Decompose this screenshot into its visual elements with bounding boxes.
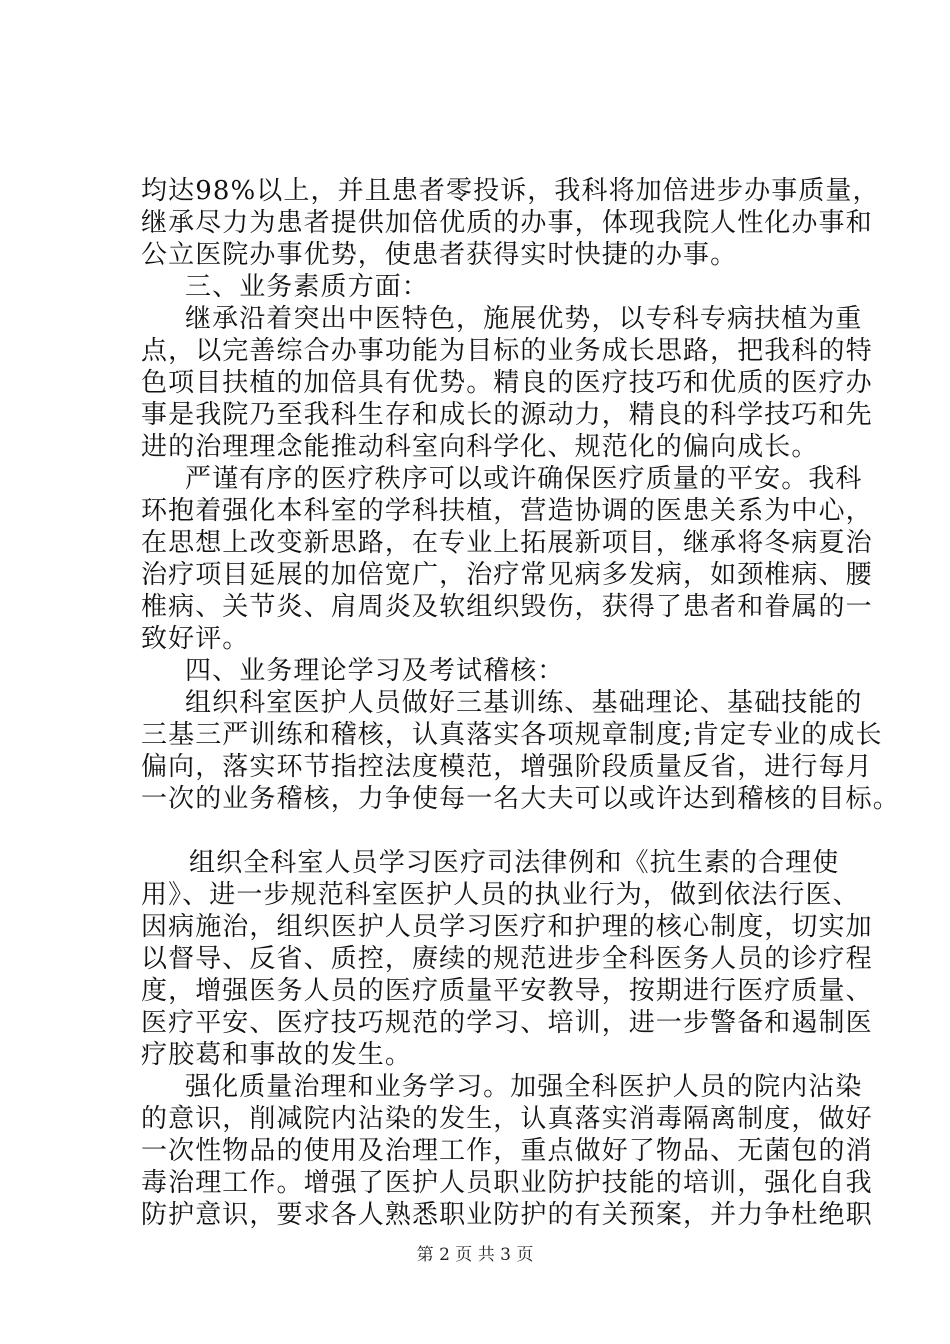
text-line: 均达98%以上，并且患者零投诉，我科将加倍进步办事质量， bbox=[141, 176, 880, 206]
text-line: 治疗项目延展的加倍宽广，治疗常见病多发病，如颈椎病、腰 bbox=[141, 560, 873, 590]
text-line: 强化质量治理和业务学习。加强全科医护人员的院内沾染 bbox=[185, 1072, 863, 1102]
document-body bbox=[141, 175, 900, 1231]
text-line: 疗胶葛和事故的发生。 bbox=[141, 1040, 413, 1070]
page-footer bbox=[0, 1244, 950, 1266]
text-line: 毒治理工作。增强了医护人员职业防护技能的培训，强化自我 bbox=[141, 1168, 873, 1198]
page-number-label: 第 2 页 共 3 页 bbox=[416, 1245, 534, 1265]
text-line: 用》、进一步规范科室医护人员的执业行为，做到依法行医、 bbox=[141, 880, 860, 910]
text-line: 继承沿着突出中医特色，施展优势，以专科专病扶植为重 bbox=[185, 304, 863, 334]
text-line: 的意识，削减院内沾染的发生，认真落实消毒隔离制度，做好 bbox=[141, 1104, 873, 1134]
text-line: 严谨有序的医疗秩序可以或许确保医疗质量的平安。我科 bbox=[185, 464, 863, 494]
text-line: 组织科室医护人员做好三基训练、基础理论、基础技能的 bbox=[185, 688, 863, 718]
text-line: 一次的业务稽核，力争使每一名大夫可以或许达到稽核的目标。 bbox=[141, 784, 900, 814]
paragraph bbox=[141, 175, 880, 271]
text-line: 医疗平安、医疗技巧规范的学习、培训，进一步警备和遏制医 bbox=[141, 1008, 873, 1038]
text-line: 以督导、反省、质控，赓续的规范进步全科医务人员的诊疗程 bbox=[141, 944, 873, 974]
text-line: 致好评。 bbox=[141, 624, 250, 654]
paragraph bbox=[141, 463, 873, 655]
text-line: 偏向，落实环节指控法度模范，增强阶段质量反省，进行每月 bbox=[141, 752, 873, 782]
text-line: 公立医院办事优势，使患者获得实时快捷的办事。 bbox=[141, 240, 738, 270]
paragraph bbox=[141, 687, 900, 815]
text-line: 色项目扶植的加倍具有优势。精良的医疗技巧和优质的医疗办 bbox=[141, 368, 873, 398]
text-line: 度，增强医务人员的医疗质量平安教导，按期进行医疗质量、 bbox=[141, 976, 873, 1006]
text-line: 进的治理理念能推动科室向科学化、规范化的偏向成长。 bbox=[141, 432, 819, 462]
text-line: 事是我院乃至我科生存和成长的源动力，精良的科学技巧和先 bbox=[141, 400, 873, 430]
text-line: 四、业务理论学习及考试稽核： bbox=[185, 656, 565, 686]
text-line: 三基三严训练和稽核，认真落实各项规章制度;肯定专业的成长 bbox=[141, 720, 883, 750]
paragraph-spacer bbox=[141, 815, 831, 847]
text-line: 在思想上改变新思路，在专业上拓展新项目，继承将冬病夏治 bbox=[141, 528, 873, 558]
section-heading bbox=[141, 271, 831, 303]
text-line: 椎病、关节炎、肩周炎及软组织毁伤，获得了患者和眷属的一 bbox=[141, 592, 873, 622]
text-line: 三、业务素质方面： bbox=[185, 272, 429, 302]
text-line: 组织全科室人员学习医疗司法律例和《抗生素的合理使 bbox=[189, 848, 840, 878]
text-line: 环抱着强化本科室的学科扶植，营造协调的医患关系为中心， bbox=[141, 496, 873, 526]
text-line: 一次性物品的使用及治理工作，重点做好了物品、无菌包的消 bbox=[141, 1136, 873, 1166]
paragraph bbox=[141, 847, 873, 1071]
text-line: 继承尽力为患者提供加倍优质的办事，体现我院人性化办事和 bbox=[141, 208, 873, 238]
paragraph bbox=[141, 303, 873, 463]
text-line: 防护意识，要求各人熟悉职业防护的有关预案，并力争杜绝职 bbox=[141, 1200, 873, 1230]
text-line: 点，以完善综合办事功能为目标的业务成长思路，把我科的特 bbox=[141, 336, 873, 366]
text-line: 因病施治，组织医护人员学习医疗和护理的核心制度，切实加 bbox=[141, 912, 873, 942]
paragraph bbox=[141, 1071, 873, 1231]
section-heading bbox=[141, 655, 831, 687]
